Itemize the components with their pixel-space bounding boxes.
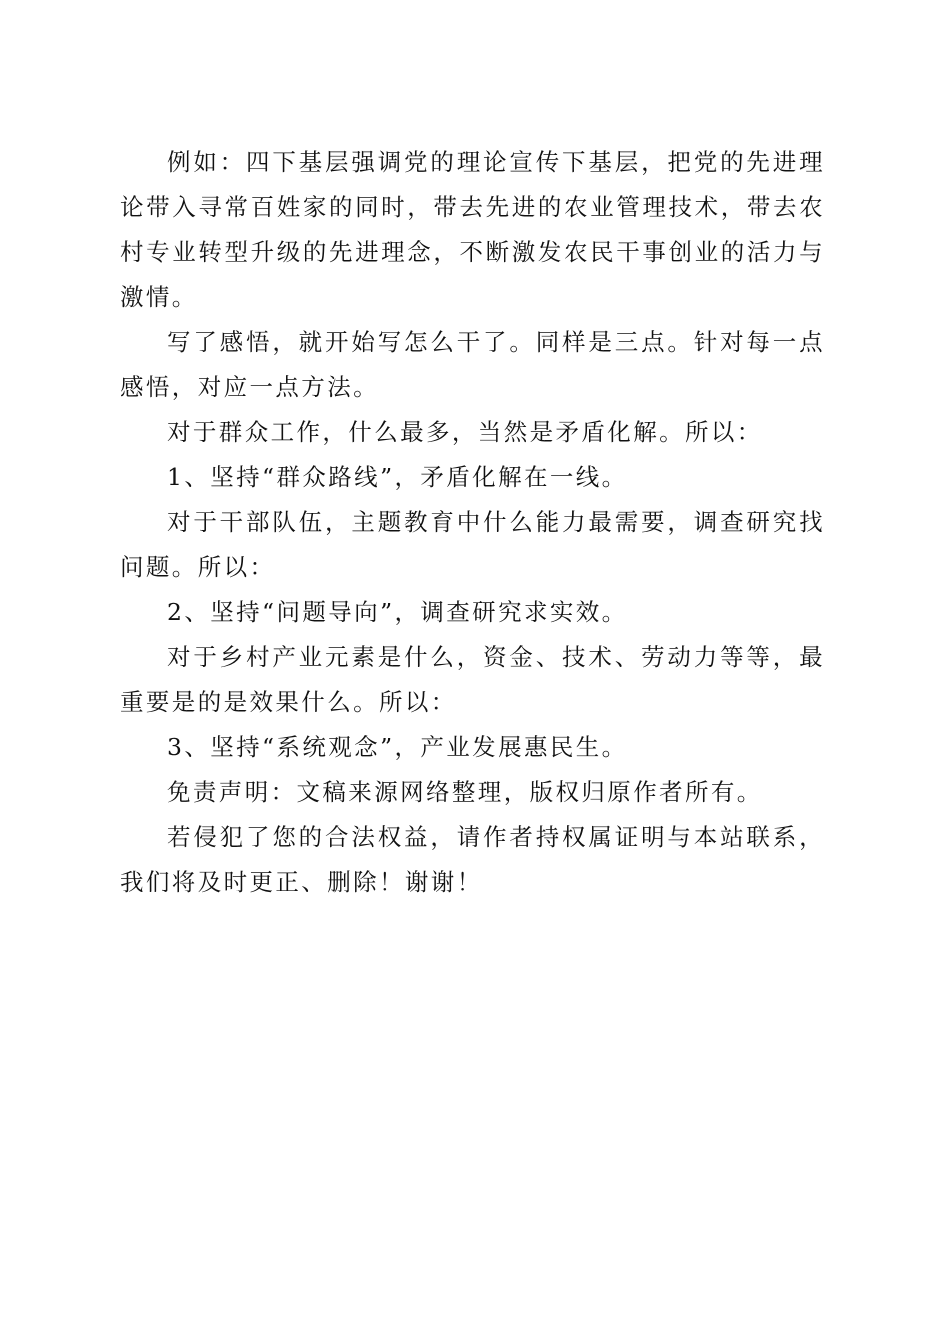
paragraph-transition: 写了感悟，就开始写怎么干了。同样是三点。针对每一点感悟，对应一点方法。 [120, 328, 825, 401]
disclaimer: 免责声明：文稿来源网络整理，版权归原作者所有。 [167, 778, 763, 806]
point-1: 1、坚持“群众路线”，矛盾化解在一线。 [167, 463, 628, 491]
point-2: 2、坚持“问题导向”，调查研究求实效。 [167, 598, 628, 626]
point-3: 3、坚持“系统观念”，产业发展惠民生。 [167, 733, 628, 761]
contact-notice: 若侵犯了您的合法权益，请作者持权属证明与本站联系，我们将及时更正、删除！谢谢！ [120, 823, 825, 896]
paragraph-cadre-team: 对于干部队伍，主题教育中什么能力最需要，调查研究找问题。所以： [120, 508, 825, 581]
paragraph-rural-industry: 对于乡村产业元素是什么，资金、技术、劳动力等等，最重要是的是效果什么。所以： [120, 643, 825, 716]
paragraph-example: 例如：四下基层强调党的理论宣传下基层，把党的先进理论带入寻常百姓家的同时，带去先进的农业管理技术，带去农村专业转型升级的先进理念，不断激发农民干事创业的活力与激情。 [120, 148, 825, 311]
document-body [120, 140, 825, 905]
paragraph-mass-work: 对于群众工作，什么最多，当然是矛盾化解。所以： [167, 418, 763, 446]
